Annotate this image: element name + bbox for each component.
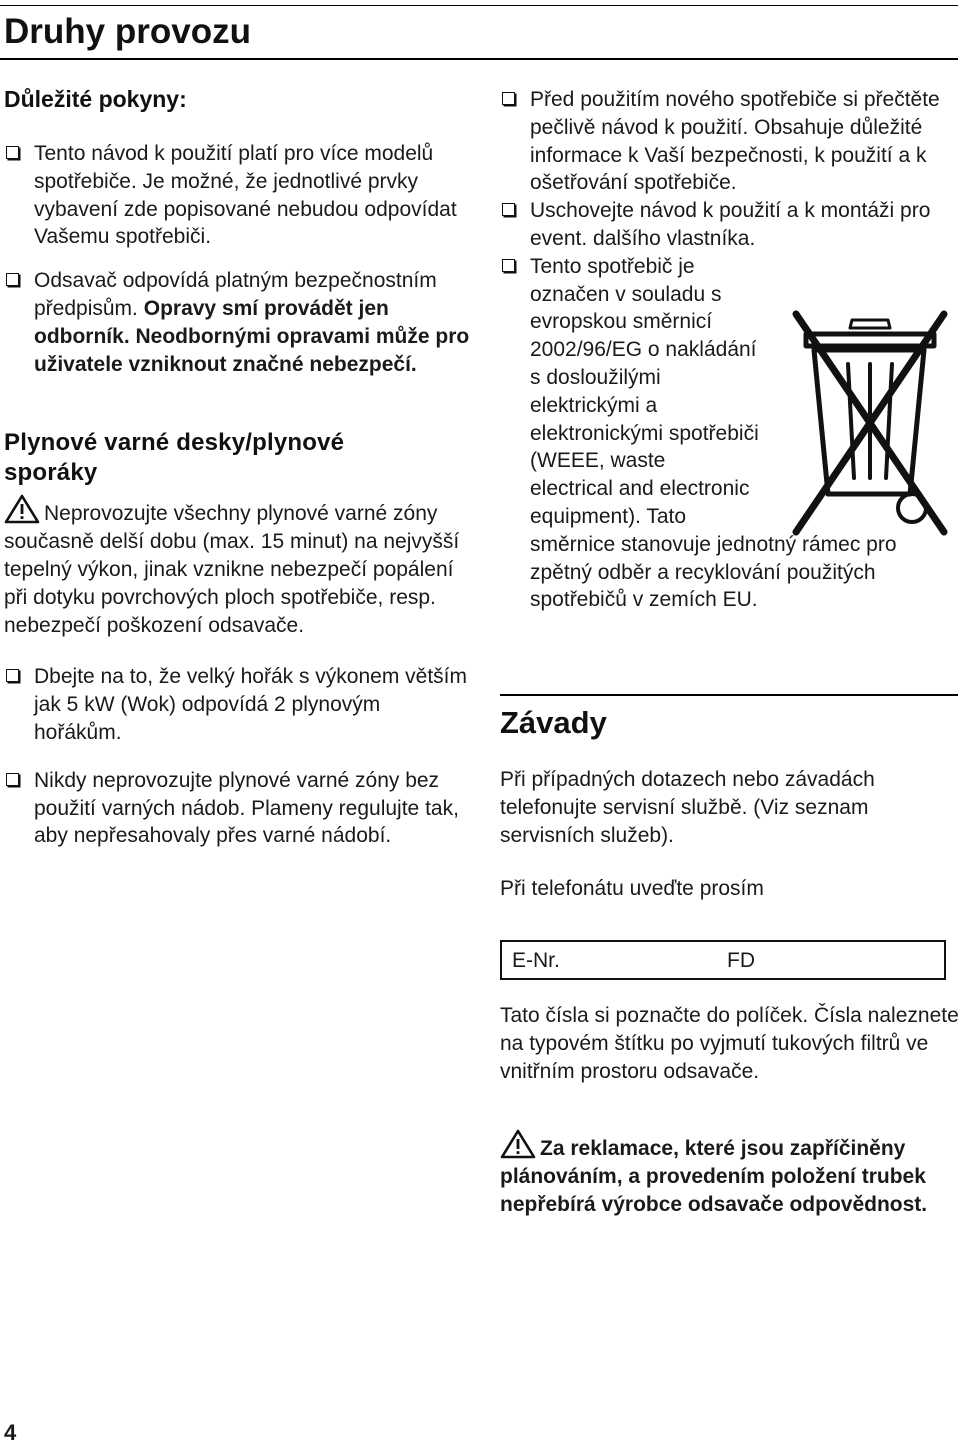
warning-text: Neprovozujte všechny plynové varné zóny současně delší dobu (max. 15 minut) na nejvyšší tepelný výkon, jinak vznikne nebezpečí popálení při dotyku povrchových ploch spotřebiče, resp. nebezpečí poškození odsavače.: [4, 502, 460, 637]
title-rule: [0, 58, 958, 60]
bullet-text-bold: Opravy smí provádět jen odborník. Neodbornými opravami může pro uživatele vzniknout značné nebezpečí.: [34, 296, 470, 376]
weee-line: equipment). Tato: [530, 504, 687, 528]
warning-triangle-icon: [4, 494, 40, 524]
top-rule: [0, 5, 958, 6]
weee-line: (WEEE, waste: [530, 449, 666, 473]
bullet-text: Před použitím nového spotřebiče si přečtěte pečlivě návod k použití. Obsahuje důležité informace k Vaší bezpečnosti, k použití a k ošetřování spotřebiče.: [530, 88, 940, 195]
heading-gas-hobs: Plynové varné desky/plynové sporáky: [4, 429, 345, 487]
faults-paragraph: Při telefonátu uveďte prosím: [500, 877, 764, 901]
list-item: [500, 86, 960, 197]
warning-text-bold: Za reklamace, které jsou zapříčiněny plánováním, a provedením položení trubek nepřebírá výrobce odsavače odpovědnost.: [500, 1137, 928, 1216]
faults-rule: [500, 694, 958, 696]
crossed-out-bin-icon: [788, 298, 950, 560]
bullet-text: Uschovejte návod k použití a k montáži pro event. dalšího vlastníka.: [530, 199, 931, 250]
checkbox-bullet-icon: [502, 92, 515, 105]
weee-line: směrnice stanovuje jednotný rámec pro: [530, 532, 897, 556]
left-column: [4, 84, 472, 850]
weee-line: zpětný odběr a recyklování použitých: [530, 560, 876, 584]
faults-paragraph: Při případných dotazech nebo závadách telefonujte servisní službě. (Viz seznam servisních služeb).: [500, 768, 875, 847]
bullet-text: Tento návod k použití platí pro více modelů spotřebiče. Je možné, že jednotlivé prvky vybavení zde popisované nebudou odpovídat Vašemu spotřebiči.: [34, 142, 457, 249]
heading-important-notes: Důležité pokyny:: [4, 86, 187, 112]
weee-line: evropskou směrnicí: [530, 310, 713, 334]
weee-line: Tento spotřebič je: [530, 254, 695, 278]
list-item: [4, 140, 472, 251]
weee-line: s dosloužilými: [530, 365, 661, 389]
faults-note: [500, 1002, 960, 1219]
list-item: [4, 663, 472, 746]
list-item: [4, 767, 472, 850]
warning-triangle-icon: [500, 1129, 536, 1159]
checkbox-bullet-icon: [502, 203, 515, 216]
weee-line: označen v souladu s: [530, 282, 722, 306]
heading-faults: Závady: [500, 705, 607, 740]
faults-paragraph: Tato čísla si poznačte do políček. Čísla naleznete na typovém štítku po vyjmutí tukových filtrů ve vnitřním prostoru odsavače.: [500, 1004, 959, 1083]
checkbox-bullet-icon: [6, 273, 19, 286]
checkbox-bullet-icon: [502, 259, 515, 272]
weee-line: spotřebičů v zemích EU.: [530, 588, 758, 612]
weee-line: elektronickými spotřebiči: [530, 421, 759, 445]
fd-label: FD: [727, 949, 755, 972]
weee-line: electrical and electronic: [530, 477, 750, 501]
page-number: 4: [4, 1420, 17, 1445]
weee-line: 2002/96/EG o nakládání: [530, 338, 757, 362]
bullet-text: Dbejte na to, že velký hořák s výkonem větším jak 5 kW (Wok) odpovídá 2 plynovým hořákům.: [34, 665, 468, 744]
bullet-text: Odsavač odpovídá platným bezpečnostním předpisům.: [34, 269, 437, 320]
weee-line: elektrickými a: [530, 393, 658, 417]
warning-paragraph-bold: [500, 1129, 950, 1218]
checkbox-bullet-icon: [6, 773, 19, 786]
faults-section: [500, 704, 960, 903]
checkbox-bullet-icon: [6, 146, 19, 159]
page-title: Druhy provozu: [4, 12, 251, 51]
list-item: [4, 267, 472, 378]
list-item: [500, 197, 960, 253]
product-number-field: [500, 940, 946, 980]
warning-paragraph: [4, 494, 472, 639]
bullet-text: Nikdy neprovozujte plynové varné zóny bez použití varných nádob. Plameny regulujte tak, aby nepřesahovaly přes varné nádobí.: [34, 768, 459, 848]
enr-label: E-Nr.: [512, 949, 560, 972]
checkbox-bullet-icon: [6, 669, 19, 682]
